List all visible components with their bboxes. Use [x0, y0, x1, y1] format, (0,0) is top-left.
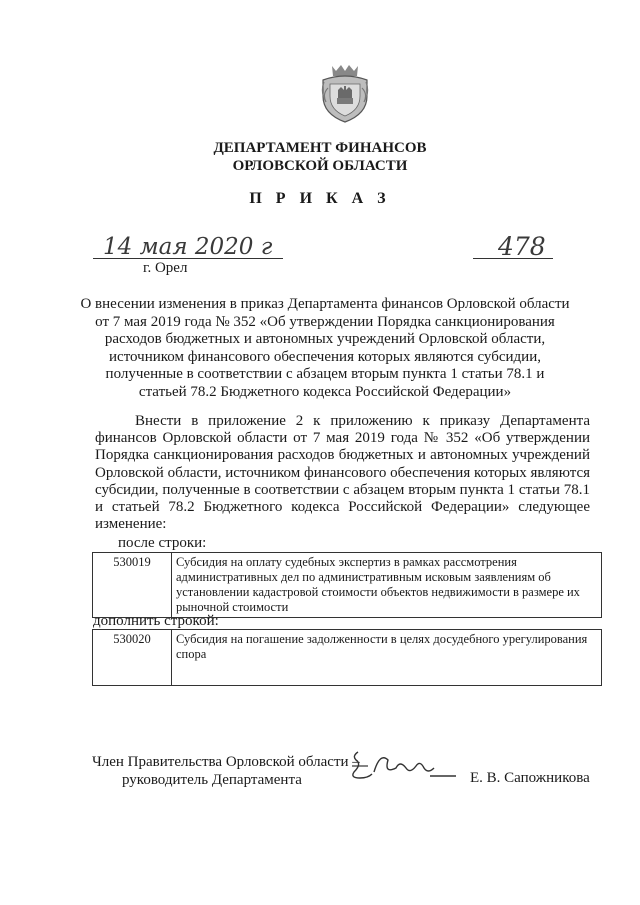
order-body-text: Внести в приложение 2 к приложению к приказу Департамента финансов Орловской области от 7 мая 2019 года № 352 «Об утверждении Порядка санкционирования расходов бюджетных и автономных учреждений Орловской области, источником финансового обеспечения которых являются субсидии, полученные в соответствии с абзацем вторым пункта 1 статьи 78.1 и статьей 78.2 Бюджетного кодекса Российской Федерации» следующее изменение: — [95, 413, 590, 533]
signatory-position — [92, 753, 360, 789]
table-existing-row — [92, 552, 602, 618]
signatory-position-line2: руководитель Департамента — [122, 772, 302, 788]
coat-of-arms-icon — [320, 62, 370, 124]
add-row-label: дополнить строкой: — [93, 613, 219, 629]
table-row — [93, 630, 602, 686]
row-code: 530019 — [93, 553, 172, 618]
row-description: Субсидия на оплату судебных экспертиз в рамках рассмотрения административных дел по административным исковым заявлениям об установлении кадастровой стоимости объектов недвижимости в размере их рыночной стоимости — [172, 553, 602, 618]
table-new-row — [92, 629, 602, 686]
after-row-label: после строки: — [118, 535, 207, 551]
department-name-line1: ДЕПАРТАМЕНТ ФИНАНСОВ — [213, 140, 427, 156]
date-underline — [93, 258, 283, 259]
handwritten-date: 14 мая 2020 г — [103, 234, 273, 260]
signatory-position-line1: Член Правительства Орловской области – — [92, 754, 360, 770]
number-underline — [473, 258, 553, 259]
row-description: Субсидия на погашение задолженности в целях досудебного урегулирования спора — [172, 630, 602, 686]
row-code: 530020 — [93, 630, 172, 686]
city-label: г. Орел — [143, 260, 188, 276]
document-type: П Р И К А З — [249, 190, 391, 207]
handwritten-signature — [350, 746, 460, 786]
handwritten-number: 478 — [498, 232, 546, 261]
table-row — [93, 553, 602, 618]
department-name-line2: ОРЛОВСКОЙ ОБЛАСТИ — [232, 158, 408, 174]
order-subject: О внесении изменения в приказ Департамента финансов Орловской области от 7 мая 2019 года № 352 «Об утверждении Порядка санкционирования расходов бюджетных и автономных учреждений Орловской области, источником финансового обеспечения которых являются субсидии, полученные в соответствии с абзацем вторым пункта 1 статьи 78.1 и статьей 78.2 Бюджетного кодекса Российской Федерации» — [80, 296, 570, 400]
signatory-name: Е. В. Сапожникова — [470, 770, 590, 786]
